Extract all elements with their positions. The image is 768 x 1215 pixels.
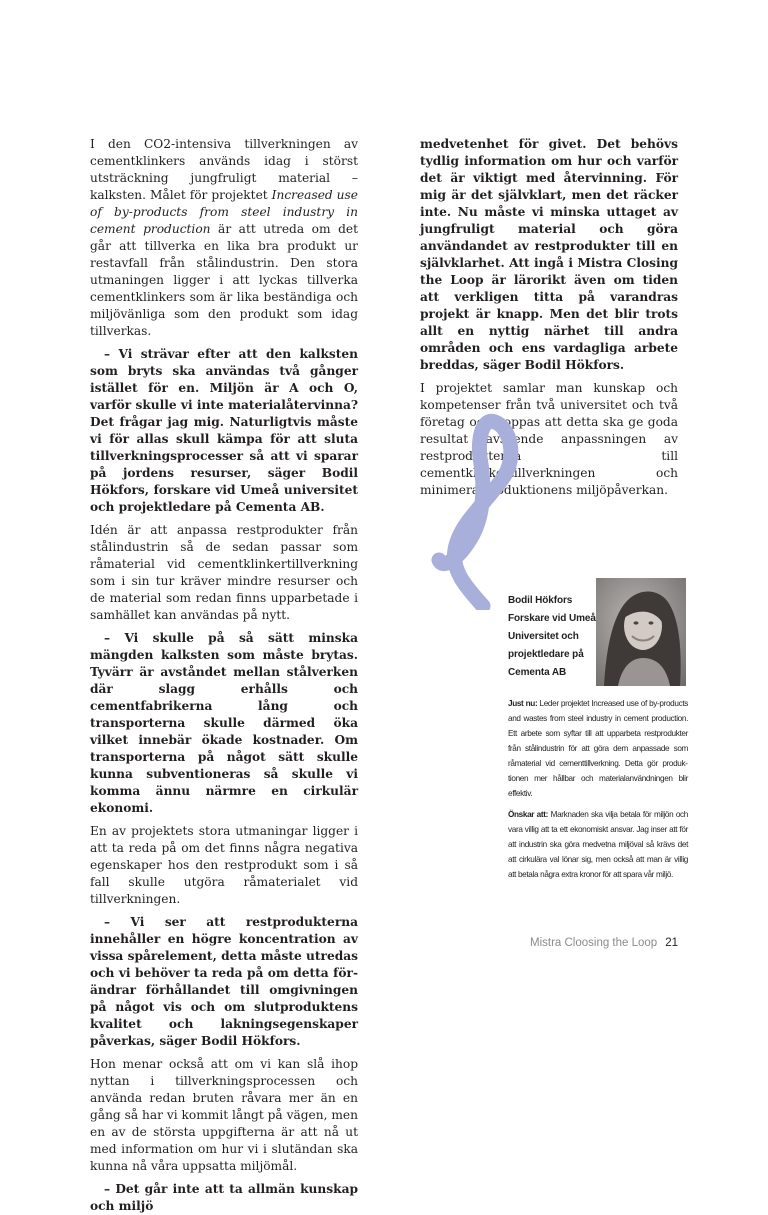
profile-title-line: Universitet och [508, 631, 579, 642]
profile-title-line: projektledare på [508, 649, 584, 660]
body-paragraph: I projektet samlar man kunskap och kompetenser från två universitet och två företag och hoppas att detta ska ge goda resultat avseende anpassningen av restprodukterna till cementklinkertillverkningen och minimera produktionens miljöpåverkan. [420, 381, 678, 497]
quote-paragraph: – Det går inte att ta allmän kunskap och miljö [90, 1182, 358, 1213]
quote-paragraph: – Vi ser att restprodukterna innehåller en högre koncentration av vissa spårelement, detta måste utredas och vi behöver ta reda på om detta förändrar förhållandet till omgivningen på något vis och om slutproduktens kvalitet och lakningsegenskaper påverkas, säger Bodil Hökfors. [90, 915, 358, 1048]
onskar-att-text: Önskar att: Marknaden ska vilja betala för miljön och vara villig att ta ett ekonomiskt ansvar. Jag inser att för att industrin ska göra medvetna miljöval så krävs det att cirkulära val lönar sig, men också att man är villig att betala några extra kronor för att spara vår miljö. [508, 810, 689, 879]
decorative-squiggle [425, 400, 545, 610]
page-number: 21 [665, 937, 678, 949]
profile-name-block [508, 592, 688, 682]
publication-name: Mistra Cloosing the Loop [529, 937, 658, 949]
body-paragraph: En av projektets stora utmaningar ligger i att ta reda på om det finns några negativa egenskaper hos den restprodukt som i så fall skulle utgöra råmaterialet vid tillverkningen. [90, 824, 358, 906]
quote-paragraph: – Vi strävar efter att den kalksten som bryts ska användas två gånger istället för en. Miljön är A och O, varför skulle vi inte materialåtervinna? Det frågar jag mig. Naturligtvis måste vi för allas skull kämpa för att sluta tillverkningsprocesser så att vi sparar på jordens resurser, säger Bodil Hökfors, forskare vid Umeå universitet och projektledare på Cementa AB. [90, 347, 358, 514]
body-paragraph: Idén är att anpassa restprodukter från stålindustrin så de sedan passar som råmaterial vid cementklinkertillverkning som i sin tur kräver mindre resurser och de material som redan finns upparbetade i samhället kan användas på nytt. [90, 523, 358, 622]
onskar-att-label: Önskar att: [508, 810, 549, 819]
profile-title-line: Forskare vid Umeå [508, 613, 596, 624]
intro-paragraph: I den CO2-intensiva tillverkningen av cementklinkers används idag i störst utsträckning jungfruligt material – kalksten. Målet för projektet Increased use of by-products from steel industry in cement production är att utreda om det går att tillverka en lika bra produkt ur restavfall från stålindustrin. Den stora utmaningen ligger i att lyckas tillverka cementklinkers som är lika beständiga och miljövänliga som den produkt som idag tillverkas. [90, 137, 358, 338]
quote-paragraph: – Vi skulle på så sätt minska mängden kalksten som måste brytas. Tyvärr är avståndet mellan stålverken där slagg erhålls och cementfabrikerna lång och transporterna skulle därmed öka vilket innebär ökade kostnader. Om transporterna på något sätt skulle kunna subventioneras så skulle vi komma ännu närmre en cirkulär ekonomi. [90, 631, 358, 815]
just-nu-text: Just nu: Leder projektet Increased use of by-products and wastes from steel industry in cement production. Ett arbete som syftar till att upparbeta restprodukter från stålindustrin för att göra dem anpassade som råmaterial vid cementtillverkning. Detta gör produktionen mer hållbar och materialanvändningen blir effektiv. [508, 699, 688, 798]
page-footer [530, 937, 678, 949]
project-title-italic: Increased use of by-products from steel industry in cement production [90, 188, 358, 236]
left-text-column [90, 136, 358, 1215]
quote-paragraph: medvetenhet för givet. Det behövs tydlig information om hur och varför det är viktigt med återvinning. För mig är det självklart, men det räcker inte. Nu måste vi minska uttaget av jungfruligt material och göra användandet av restprodukter till en självklarhet. Att ingå i Mistra Closing the Loop är lärorikt även om tiden att verkligen titta på varandras projekt är knapp. Men det blir trots allt en nyttig närhet till andra områden och ens vardagliga arbete breddas, säger Bodil Hökfors. [420, 137, 678, 372]
body-paragraph: Hon menar också att om vi kan slå ihop nyttan i tillverkningsprocessen och använda redan bruten råvara mer än en gång så har vi kommit långt på vägen, men en av de största uppgifterna är att nå ut med information om hur vi i slutändan ska kunna nå våra uppsatta miljömål. [90, 1057, 358, 1173]
profile-name: Bodil Hökfors [508, 595, 573, 606]
profile-title-line: Cementa AB [508, 667, 567, 678]
just-nu-label: Just nu: [508, 699, 538, 708]
